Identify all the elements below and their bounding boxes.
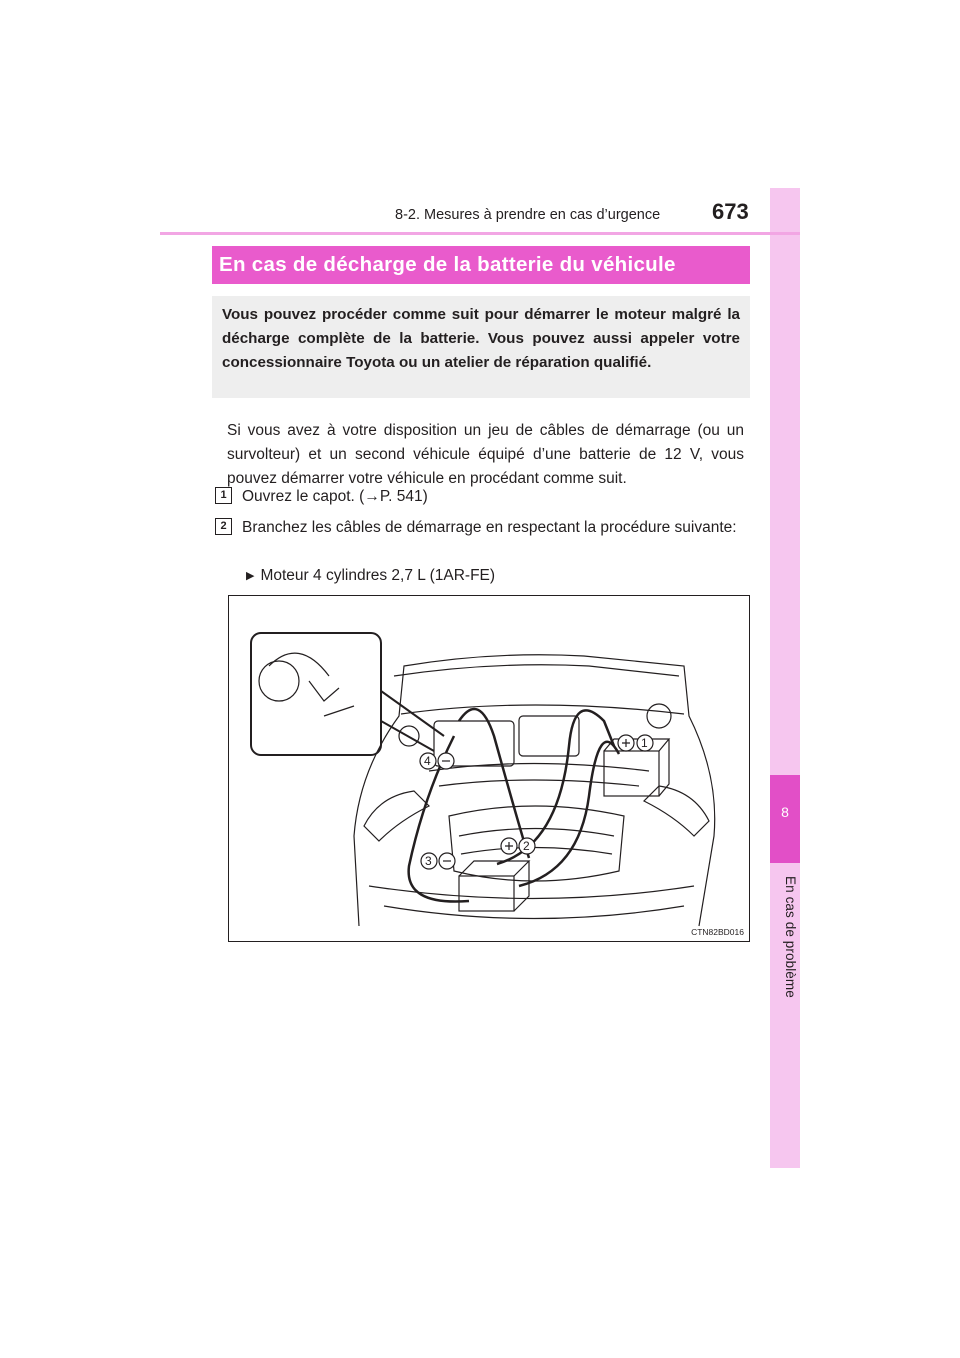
step-number: 2 (215, 518, 232, 535)
intro-text: Vous pouvez procéder comme suit pour démarrer le moteur malgré la décharge complète de la batterie. Vous pouvez aussi appeler votre concessionnaire Toyota ou un atelier de réparation qualifié. (222, 306, 740, 371)
engine-bay-drawing (229, 596, 750, 942)
chapter-label: En cas de problème (783, 876, 798, 998)
section-reference: 8-2. Mesures à prendre en cas d’urgence (395, 207, 661, 223)
step-number: 1 (215, 487, 232, 504)
step-text: Branchez les câbles de démarrage en respectant la procédure suivante: (242, 519, 737, 536)
bullet-text: Moteur 4 cylindres 2,7 L (1AR-FE) (260, 567, 496, 584)
triangle-bullet-icon: ▶ (246, 570, 255, 582)
callout-2: 2 (523, 839, 530, 853)
page-number: 673 (712, 199, 749, 224)
chapter-side-strip (770, 188, 800, 1168)
callout-1: 1 (641, 736, 648, 750)
step-text: Ouvrez le capot. (→P. 541) (242, 488, 428, 505)
body-paragraph: Si vous avez à votre disposition un jeu de câbles de démarrage (ou un survolteur) et un second véhicule équipé d’une batterie de 12 V, vous pouvez démarrer votre véhicule en procédant comme suit. (227, 422, 744, 487)
callout-4: 4 (424, 754, 431, 768)
section-title: En cas de décharge de la batterie du véhicule (212, 246, 750, 284)
figure-code: CTN82BD016 (691, 927, 744, 937)
header-rule (160, 232, 800, 235)
jump-start-illustration (228, 595, 750, 942)
intro-box (212, 296, 750, 398)
callout-3: 3 (425, 854, 432, 868)
chapter-number: 8 (781, 804, 789, 820)
engine-variant-bullet (246, 566, 495, 586)
